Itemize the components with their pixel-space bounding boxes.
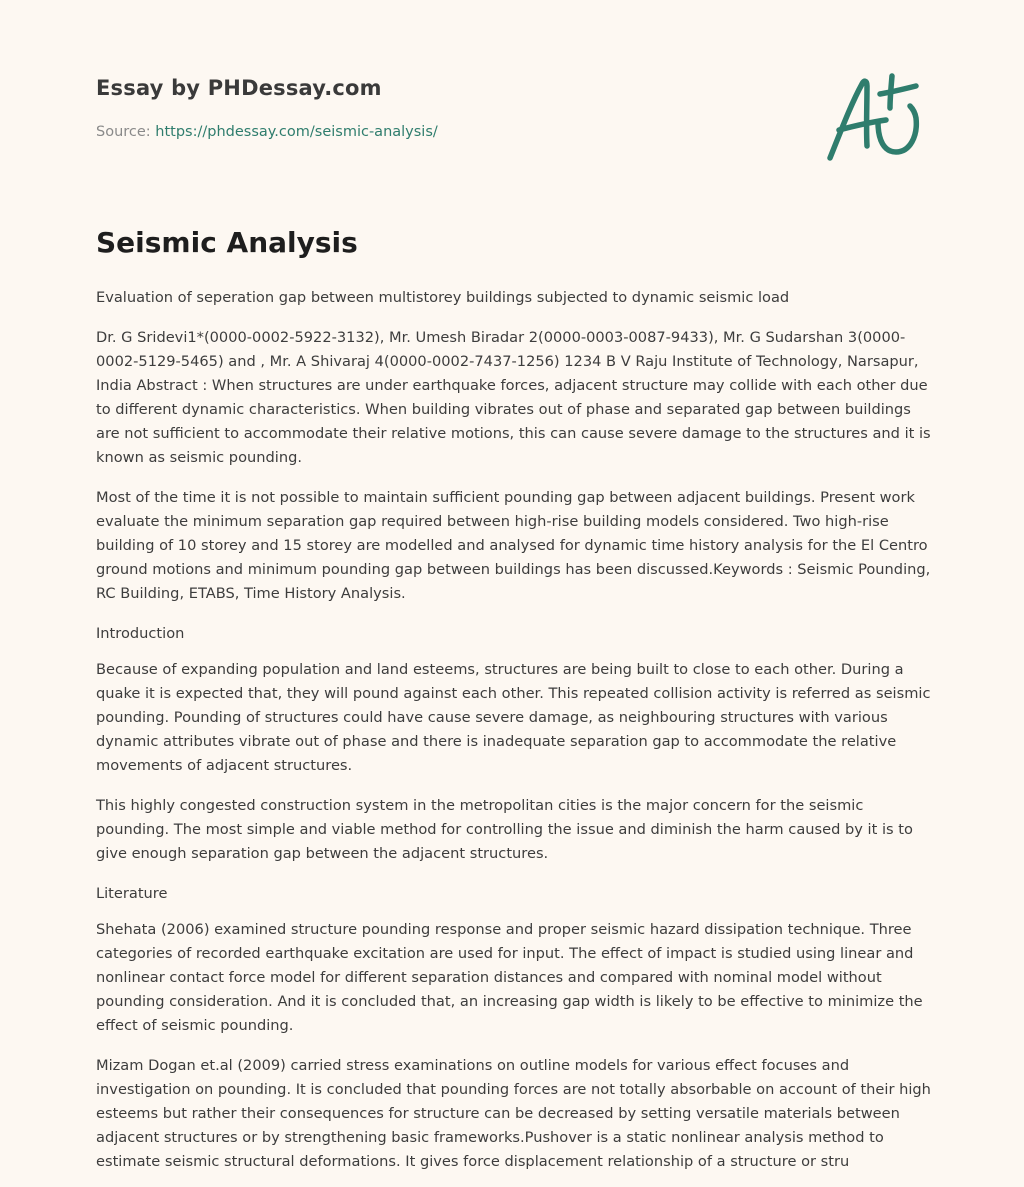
essay-subtitle: Evaluation of seperation gap between multistorey buildings subjected to dynamic seismic load [96, 289, 790, 306]
essay-paragraph-abstract: Dr. G Sridevi1*(0000-0002-5922-3132), Mr. Umesh Biradar 2(0000-0003-0087-9433), Mr. G Sudarshan 3(0000-0002-5129-5465) and , Mr. A Shivaraj 4(0000-0002-7437-1256) 1234 B V Raju Institute of Technology, Narsapur, India Abstract : When structures are under earthquake forces, adjacent structure may collide with each other due to different dynamic characteristics. When building vibrates out of phase and separated gap between buildings are not sufficient to accommodate their relative motions, this can cause severe damage to the structures and it is known as seismic pounding. [96, 329, 931, 466]
section-heading-introduction: Introduction [96, 625, 185, 642]
essay-paragraph-congestion: This highly congested construction system in the metropolitan cities is the major concern for the seismic pounding. The most simple and viable method for controlling the issue and diminish the harm caused by it is to give enough separation gap between the adjacent structures. [96, 797, 913, 862]
page-title: Seismic Analysis [96, 226, 358, 259]
essay-body [96, 286, 932, 1187]
essay-paragraph-introduction: Because of expanding population and land esteems, structures are being built to close to each other. During a quake it is expected that, they will pound against each other. This repeated collision activity is referred as seismic pounding. Pounding of structures could have cause severe damage, as neighbouring structures with various dynamic attributes vibrate out of phase and there is inadequate separation gap to accommodate the relative movements of adjacent structures. [96, 661, 931, 774]
source-line [96, 124, 438, 140]
source-label: Source: [96, 124, 156, 140]
essay-paragraph-shehata: Shehata (2006) examined structure pounding response and proper seismic hazard dissipation technique. Three categories of recorded earthquake excitation are used for input. The effect of impact is studied using linear and nonlinear contact force model for different separation distances and compared with nominal model without pounding consideration. And it is concluded that, an increasing gap width is likely to be effective to minimize the effect of seismic pounding. [96, 921, 923, 1034]
brand-title: Essay by PHDessay.com [96, 76, 382, 100]
a-plus-logo-icon [820, 66, 928, 166]
essay-paragraph-dogan: Mizam Dogan et.al (2009) carried stress examinations on outline models for various effect focuses and investigation on pounding. It is concluded that pounding forces are not totally absorbable on account of their high esteems but rather their consequences for structure can be decreased by setting versatile materials between adjacent structures or by strengthening basic frameworks.Pushover is a static nonlinear analysis method to estimate seismic structural deformations. It gives force displacement relationship of a structure or stru [96, 1057, 931, 1170]
source-link[interactable]: https://phdessay.com/seismic-analysis/ [155, 124, 438, 140]
essay-paragraph-work: Most of the time it is not possible to maintain sufficient pounding gap between adjacent buildings. Present work evaluate the minimum separation gap required between high-rise building models considered. Two high-rise building of 10 storey and 15 storey are modelled and analysed for dynamic time history analysis for the El Centro ground motions and minimum pounding gap between buildings has been discussed.Keywords : Seismic Pounding, RC Building, ETABS, Time History Analysis. [96, 489, 931, 602]
section-heading-literature: Literature [96, 885, 168, 902]
